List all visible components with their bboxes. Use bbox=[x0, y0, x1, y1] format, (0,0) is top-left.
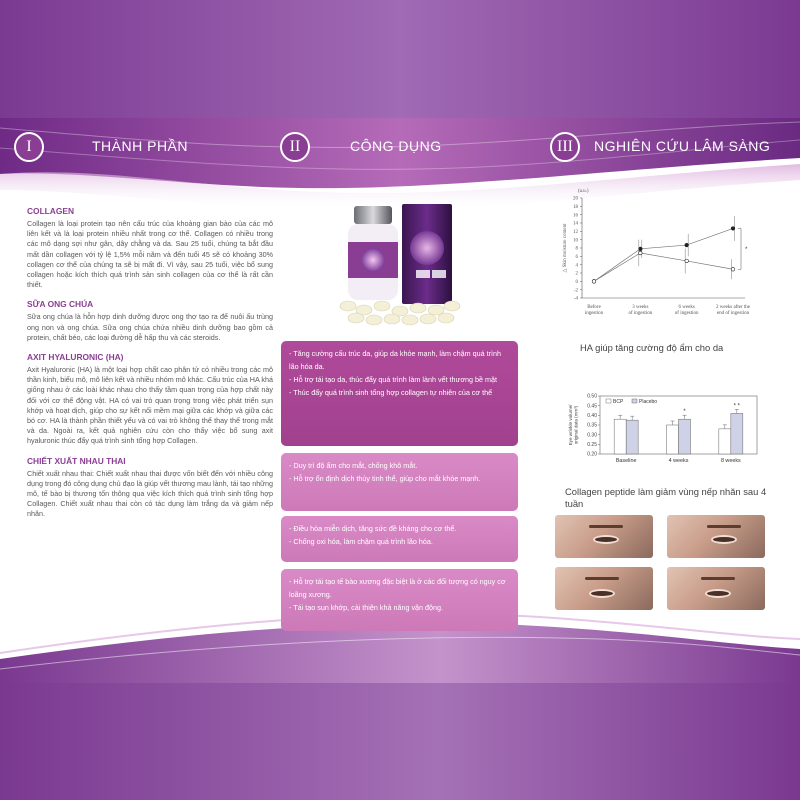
y-tick-label: 20 bbox=[573, 196, 578, 202]
bar bbox=[667, 425, 679, 454]
x-tick-label: Before ingestion bbox=[584, 305, 604, 316]
data-point bbox=[639, 251, 643, 255]
y-tick-label: 0.30 bbox=[587, 432, 597, 439]
significance-bracket bbox=[738, 228, 741, 269]
ingredient-heading: CHIẾT XUẤT NHAU THAI bbox=[27, 455, 126, 466]
ingredient-text: Sữa ong chúa là hỗn hợp dinh dưỡng được ong thợ tạo ra để nuôi ấu trùng ong non và ong chúa. Sữa ong chúa chứa nhiều dinh dưỡng bao gồm cả protein, chất béo, các loại đường dễ hấp thu và các steroids. bbox=[27, 312, 273, 342]
ingredient-text: Chiết xuất nhau thai: Chiết xuất nhau thai được vốn biết đến với nhiều công dụng trong đó công dụng chủ đạo là giúp vết thương mau lành, tái tạo những mô, tế bào bị thương tổn thông qua việc kích thích quá trình sinh tổng hợp Collagen. Chiết xuất nhau thai còn có tác dụng làm trắng da và giảm nếp nhăn. bbox=[27, 468, 273, 519]
eye-photo-after-right bbox=[667, 567, 765, 610]
benefit-item: - Tái tạo sụn khớp, cải thiện khả năng vận động. bbox=[289, 603, 444, 612]
data-point bbox=[731, 227, 735, 231]
y-tick-label: 0 bbox=[575, 280, 578, 286]
x-tick-label: 6 weeks of ingestion bbox=[674, 305, 699, 316]
benefit-box-skin bbox=[281, 341, 518, 446]
brochure-panel bbox=[0, 118, 800, 683]
x-tick-label: 8 weeks bbox=[720, 458, 741, 464]
y-tick-label: 10 bbox=[573, 238, 578, 244]
x-tick-label: Baseline bbox=[615, 458, 637, 464]
y-tick-label: 2 bbox=[575, 271, 578, 277]
x-tick-label: 2 weeks after the end of ingestion bbox=[715, 305, 751, 316]
moisture-caption: HA giúp tăng cường độ ẩm cho da bbox=[580, 342, 724, 353]
series-line-2 bbox=[594, 253, 733, 281]
y-tick-label: 0.25 bbox=[587, 442, 597, 449]
wrinkle-caption: Collagen peptide làm giảm vùng nếp nhăn sau 4 tuần bbox=[565, 486, 767, 509]
bar bbox=[731, 413, 743, 454]
bar bbox=[679, 419, 691, 454]
data-point bbox=[731, 267, 735, 271]
series-line-1 bbox=[594, 228, 733, 281]
y-tick-label: 14 bbox=[573, 221, 578, 227]
bar bbox=[626, 420, 638, 454]
x-tick-label: 4 weeks bbox=[668, 458, 689, 464]
y-tick-label: 6 bbox=[575, 255, 578, 261]
x-tick-label: 3 weeks of ingestion bbox=[628, 305, 653, 316]
benefit-item: - Điều hòa miễn dịch, tăng sức đề kháng cho cơ thể. bbox=[289, 524, 457, 533]
ingredient-heading: COLLAGEN bbox=[27, 206, 74, 216]
section-numeral-1: I bbox=[14, 132, 44, 162]
y-tick-label: 0.50 bbox=[587, 393, 597, 400]
top-band bbox=[0, 0, 800, 118]
data-point bbox=[592, 280, 596, 284]
bar bbox=[614, 419, 626, 454]
section-title-cong-dung: CÔNG DỤNG bbox=[350, 138, 442, 154]
benefit-item: - Hỗ trợ ổn định dịch thủy tinh thể, giúp cho mắt khỏe mạnh. bbox=[289, 474, 481, 483]
y-unit-label: (a.u.) bbox=[578, 189, 589, 194]
significance-marker: * bbox=[745, 246, 748, 253]
benefit-box-eyes bbox=[281, 453, 518, 511]
benefit-item: - Hỗ trợ tái tạo tế bào xương đặc biệt là ở các đối tượng có nguy cơ loãng xương. bbox=[289, 577, 506, 599]
y-tick-label: 12 bbox=[573, 230, 578, 236]
section-numeral-3: III bbox=[550, 132, 580, 162]
legend-label: Placebo bbox=[639, 399, 658, 405]
y-tick-label: 8 bbox=[575, 246, 578, 252]
bottom-band bbox=[0, 683, 800, 800]
y-tick-label: -4 bbox=[573, 296, 578, 302]
benefit-box-immunity bbox=[281, 516, 518, 562]
y-tick-label: 16 bbox=[573, 213, 578, 219]
benefit-item: - Duy trì độ ẩm cho mắt, chống khô mắt. bbox=[289, 461, 418, 470]
significance-marker: * * bbox=[733, 403, 741, 410]
y-tick-label: 0.20 bbox=[587, 451, 597, 458]
y-tick-label: 0.45 bbox=[587, 403, 597, 410]
y-tick-label: 4 bbox=[575, 263, 578, 269]
eye-photo-before-right bbox=[555, 567, 653, 610]
legend-swatch bbox=[606, 399, 611, 403]
y-tick-label: 0.40 bbox=[587, 413, 597, 420]
y-tick-label: 0.35 bbox=[587, 422, 597, 429]
y-axis-label: △ Skin moisture content bbox=[563, 223, 568, 273]
y-tick-label: -2 bbox=[573, 288, 578, 294]
section-numeral-2: II bbox=[280, 132, 310, 162]
benefit-item: - Hỗ trợ tái tạo da, thúc đẩy quá trình làm lành vết thương bề mặt bbox=[289, 375, 498, 384]
bar bbox=[719, 429, 731, 454]
data-point bbox=[685, 259, 689, 263]
eye-photo-after-left bbox=[667, 515, 765, 558]
eye-photo-before-left bbox=[555, 515, 653, 558]
ingredient-heading: AXIT HYALURONIC (HA) bbox=[27, 352, 124, 363]
significance-marker: * bbox=[683, 409, 686, 416]
ingredient-text: Collagen là loại protein tạo nên cấu trúc của khoảng gian bào của các mô liên kết và là loại protein nhiều nhất trong cơ thể. Collagen có nhiều trong các mô dạng sợi như gân, dây chằng và da. Sau 25 tuổi, chúng ta bắt đầu mất dần collagen với tỷ lệ 1,5% mỗi năm và đến tuổi 45 sẽ có khoảng 30% collagen cơ thể của chúng ta sẽ bị mất đi. Vì vậy, sau 25 tuổi, việc bổ sung collagen hoặc kích thích quá trình sản sinh collagen của cơ thể là rất cần thiết. bbox=[27, 219, 273, 290]
benefit-item: - Tăng cường cấu trúc da, giúp da khỏe mạnh, làm chậm quá trình lão hóa da. bbox=[289, 349, 501, 371]
legend-swatch bbox=[632, 399, 637, 403]
wrinkle-bar-chart bbox=[562, 386, 762, 472]
section-title-nghien-cuu: NGHIÊN CỨU LÂM SÀNG bbox=[594, 138, 771, 154]
moisture-line-chart bbox=[560, 186, 770, 336]
ingredients-column bbox=[27, 206, 273, 520]
data-point bbox=[685, 243, 689, 247]
benefit-item: - Chống oxi hóa, làm chậm quá trình lão hóa. bbox=[289, 537, 433, 546]
y-axis-label: Eye wrinkle volume/original data (mm³) bbox=[568, 404, 579, 446]
benefit-box-bones bbox=[281, 569, 518, 631]
y-tick-label: 18 bbox=[573, 205, 578, 211]
legend-label: BCP bbox=[613, 399, 624, 405]
ingredient-heading: SỮA ONG CHÚA bbox=[27, 299, 94, 310]
section-title-thanh-phan: THÀNH PHẦN bbox=[92, 138, 189, 154]
product-image bbox=[330, 198, 470, 328]
benefit-item: - Thúc đẩy quá trình sinh tổng hợp collagen tự nhiên của cơ thể bbox=[289, 388, 493, 397]
ingredient-text: Axit Hyaluronic (HA) là một loại hợp chất cao phân tử có nhiều trong các mô thần kinh, biểu mô, mô liên kết và nhiều nhóm mô khác. Cấu trúc của HA khá giống nhau ở các loài khác nhau cho thấy tầm quan trọng của hợp chất này đối với cơ thể động vật. HA có vai trò quan trọng trong việc phát triển sụn khớp và hoạt dịch, giúp cho sự kết nối mềm mại giữa các khớp và giữa các bó cơ. HA là thành phần thiết yếu và có vai trò không thể thay thế trong mắt và da. Ngoài ra, kết quả nghiên cứu còn cho thấy việc bổ sung axit hyaluronic thúc đẩy quá trình sinh tổng hợp Collagen. bbox=[27, 365, 273, 446]
